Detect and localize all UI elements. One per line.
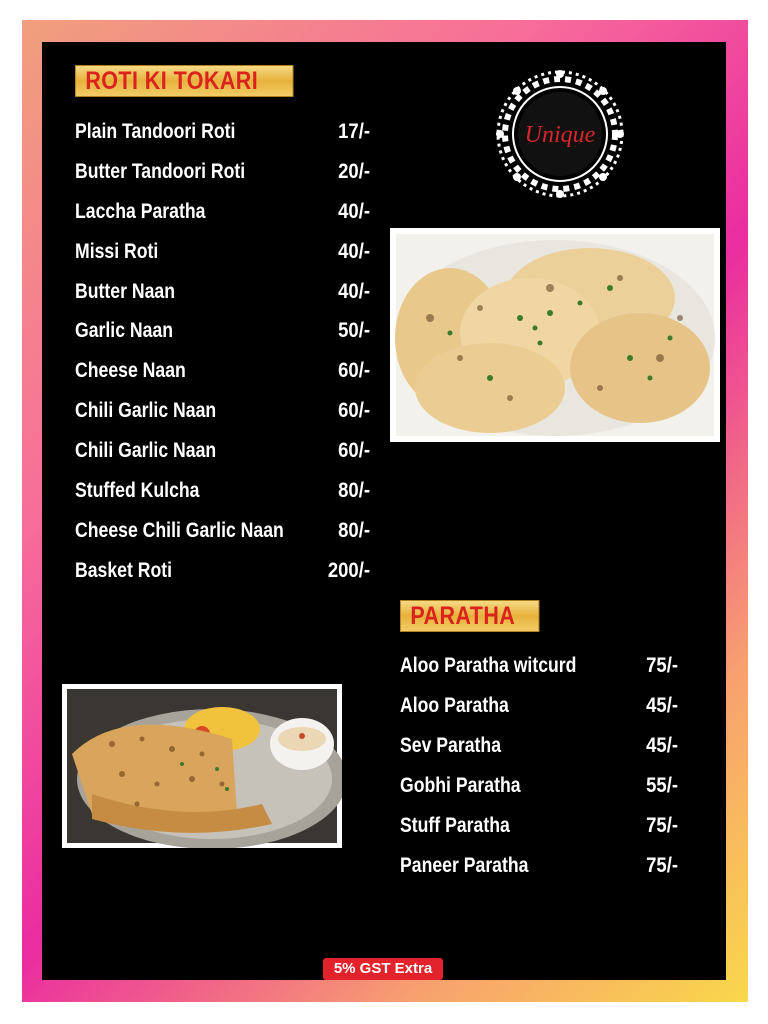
menu-item-name: Laccha Paratha	[75, 200, 206, 223]
menu-item-price: 200/-	[327, 559, 370, 582]
menu-item-name: Cheese Naan	[75, 359, 186, 382]
menu-item-name: Garlic Naan	[75, 319, 174, 342]
menu-item-price: 17/-	[338, 120, 370, 143]
menu-item-price: 80/-	[338, 479, 370, 502]
menu-item-name: Cheese Chili Garlic Naan	[75, 519, 284, 542]
menu-item-price: 75/-	[646, 854, 678, 877]
menu-item-name: Plain Tandoori Roti	[75, 120, 236, 143]
menu-item-price: 45/-	[646, 694, 678, 717]
menu-item-name: Chili Garlic Naan	[75, 439, 217, 462]
menu-item-name: Aloo Paratha witcurd	[400, 654, 577, 677]
menu-item-name: Stuff Paratha	[400, 814, 510, 837]
menu-item-price: 55/-	[646, 774, 678, 797]
menu-item-price: 40/-	[338, 280, 370, 303]
paratha-section-title: PARATHA	[400, 600, 539, 632]
menu-item-price: 40/-	[338, 200, 370, 223]
menu-item-name: Gobhi Paratha	[400, 774, 521, 797]
logo-text: Unique	[524, 122, 596, 148]
menu-item-price: 75/-	[646, 654, 678, 677]
menu-item-name: Paneer Paratha	[400, 854, 529, 877]
menu-item-price: 50/-	[338, 319, 370, 342]
menu-item-name: Butter Naan	[75, 280, 175, 303]
brand-logo	[492, 68, 628, 200]
menu-item-price: 60/-	[338, 399, 370, 422]
menu-item-price: 20/-	[338, 160, 370, 183]
naan-photo	[390, 228, 720, 442]
menu-item-name: Missi Roti	[75, 240, 159, 263]
roti-section-title: ROTI KI TOKARI	[75, 65, 293, 97]
menu-item-name: Chili Garlic Naan	[75, 399, 217, 422]
menu-item-name: Stuffed Kulcha	[75, 479, 200, 502]
menu-item-price: 75/-	[646, 814, 678, 837]
menu-item-name: Butter Tandoori Roti	[75, 160, 246, 183]
menu-item-name: Sev Paratha	[400, 734, 502, 757]
menu-item-price: 60/-	[338, 439, 370, 462]
gst-note: 5% GST Extra	[323, 958, 443, 980]
menu-item-price: 45/-	[646, 734, 678, 757]
menu-item-name: Aloo Paratha	[400, 694, 509, 717]
menu-item-price: 40/-	[338, 240, 370, 263]
menu-item-price: 60/-	[338, 359, 370, 382]
menu-item-name: Basket Roti	[75, 559, 173, 582]
paratha-photo	[62, 684, 342, 848]
menu-item-price: 80/-	[338, 519, 370, 542]
